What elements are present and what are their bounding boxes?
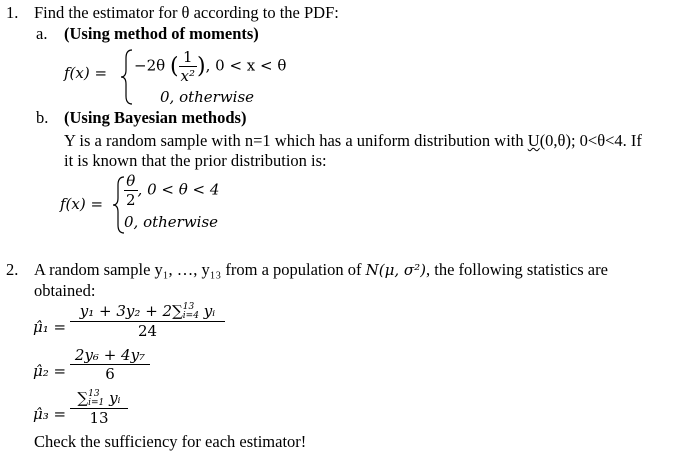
q1b-frac-num: θ — [124, 172, 138, 191]
question-2-line-1 — [34, 260, 608, 280]
closing-instruction: Check the sufficiency for each estimator! — [34, 432, 307, 451]
mu1-fraction — [70, 302, 225, 340]
q1a-fraction — [179, 48, 197, 85]
q1a-case-1: −2θ ( $\frac{1}{\text{x²}}$ ), 0 < x < θ — [134, 48, 287, 85]
mu1-lhs: μ̂₁ = — [33, 318, 67, 336]
mu1-denominator: 24 — [137, 322, 158, 340]
q2-normal-dist: N(μ, σ²) — [365, 261, 426, 279]
q1b-fraction — [124, 172, 138, 209]
mu3-num-text: ∑ — [77, 389, 89, 407]
q1a-title: (Using method of moments) — [64, 24, 259, 43]
mu1-numerator — [70, 302, 225, 322]
q1b-frac-den: 2 — [126, 191, 136, 209]
q1b-case-2: 0, otherwise — [124, 213, 219, 231]
q1b-line1-text: Y is a random sample with n=1 which has a uniform distribution with — [64, 131, 528, 150]
q1a-left-brace — [120, 48, 134, 106]
mu3-numerator — [70, 389, 128, 409]
q1b-case-1 — [124, 172, 219, 209]
question-1-number: 1. — [6, 3, 19, 22]
q1a-frac-den: x² — [180, 67, 196, 85]
q1a-case1-prefix: −2θ — [134, 56, 166, 75]
q1b-line-2: it is known that the prior distribution is: — [64, 151, 327, 170]
mu3-denominator: 13 — [89, 409, 109, 427]
mu1-sum-sup: 13 — [182, 302, 195, 312]
question-1-text: Find the estimator for θ according to the PDF: — [34, 3, 339, 22]
q1b-line1-rest: (0,θ); 0<θ<4. If — [539, 131, 642, 150]
q1b-label: b. — [36, 108, 49, 127]
q2-line1-rest: , the following statistics are — [426, 260, 608, 279]
mu3-fraction — [70, 389, 128, 427]
mu1-sum-term: yᵢ — [198, 302, 216, 320]
q1a-label: a. — [36, 24, 48, 43]
mu3-lhs: μ̂₃ = — [33, 405, 67, 423]
q2-line1-text: A random sample y₁, …, y₁₃ from a population of — [34, 260, 366, 279]
q1b-line-1 — [64, 131, 642, 151]
mu3-sum-sup: 13 — [88, 389, 100, 399]
question-2-line-2: obtained: — [34, 281, 96, 300]
q1a-fx-label: f(x) = — [64, 64, 108, 82]
q1a-case-2: 0, otherwise — [160, 88, 255, 106]
mu3-sum-term: yᵢ — [104, 389, 121, 407]
q1b-uniform-u: U — [527, 131, 540, 150]
question-2-number: 2. — [6, 260, 19, 279]
mu2-fraction — [70, 346, 150, 383]
mu3-sum-sub: i=1 — [88, 398, 105, 408]
q1a-case1-condition: , 0 < x < θ — [205, 56, 287, 75]
mu2-numerator: 2y₆ + 4y₇ — [70, 346, 150, 365]
q1b-case1-condition: , 0 < θ < 4 — [137, 180, 220, 199]
q1a-frac-num: 1 — [179, 48, 197, 67]
mu1-sum-sub: i=4 — [182, 311, 199, 321]
mu2-denominator: 6 — [105, 365, 115, 383]
q1b-title: (Using Bayesian methods) — [64, 108, 247, 127]
mu2-lhs: μ̂₂ = — [33, 362, 67, 380]
mu1-num-text: y₁ + 3y₂ + 2∑ — [79, 302, 183, 320]
q1b-fx-label: f(x) = — [60, 195, 104, 213]
